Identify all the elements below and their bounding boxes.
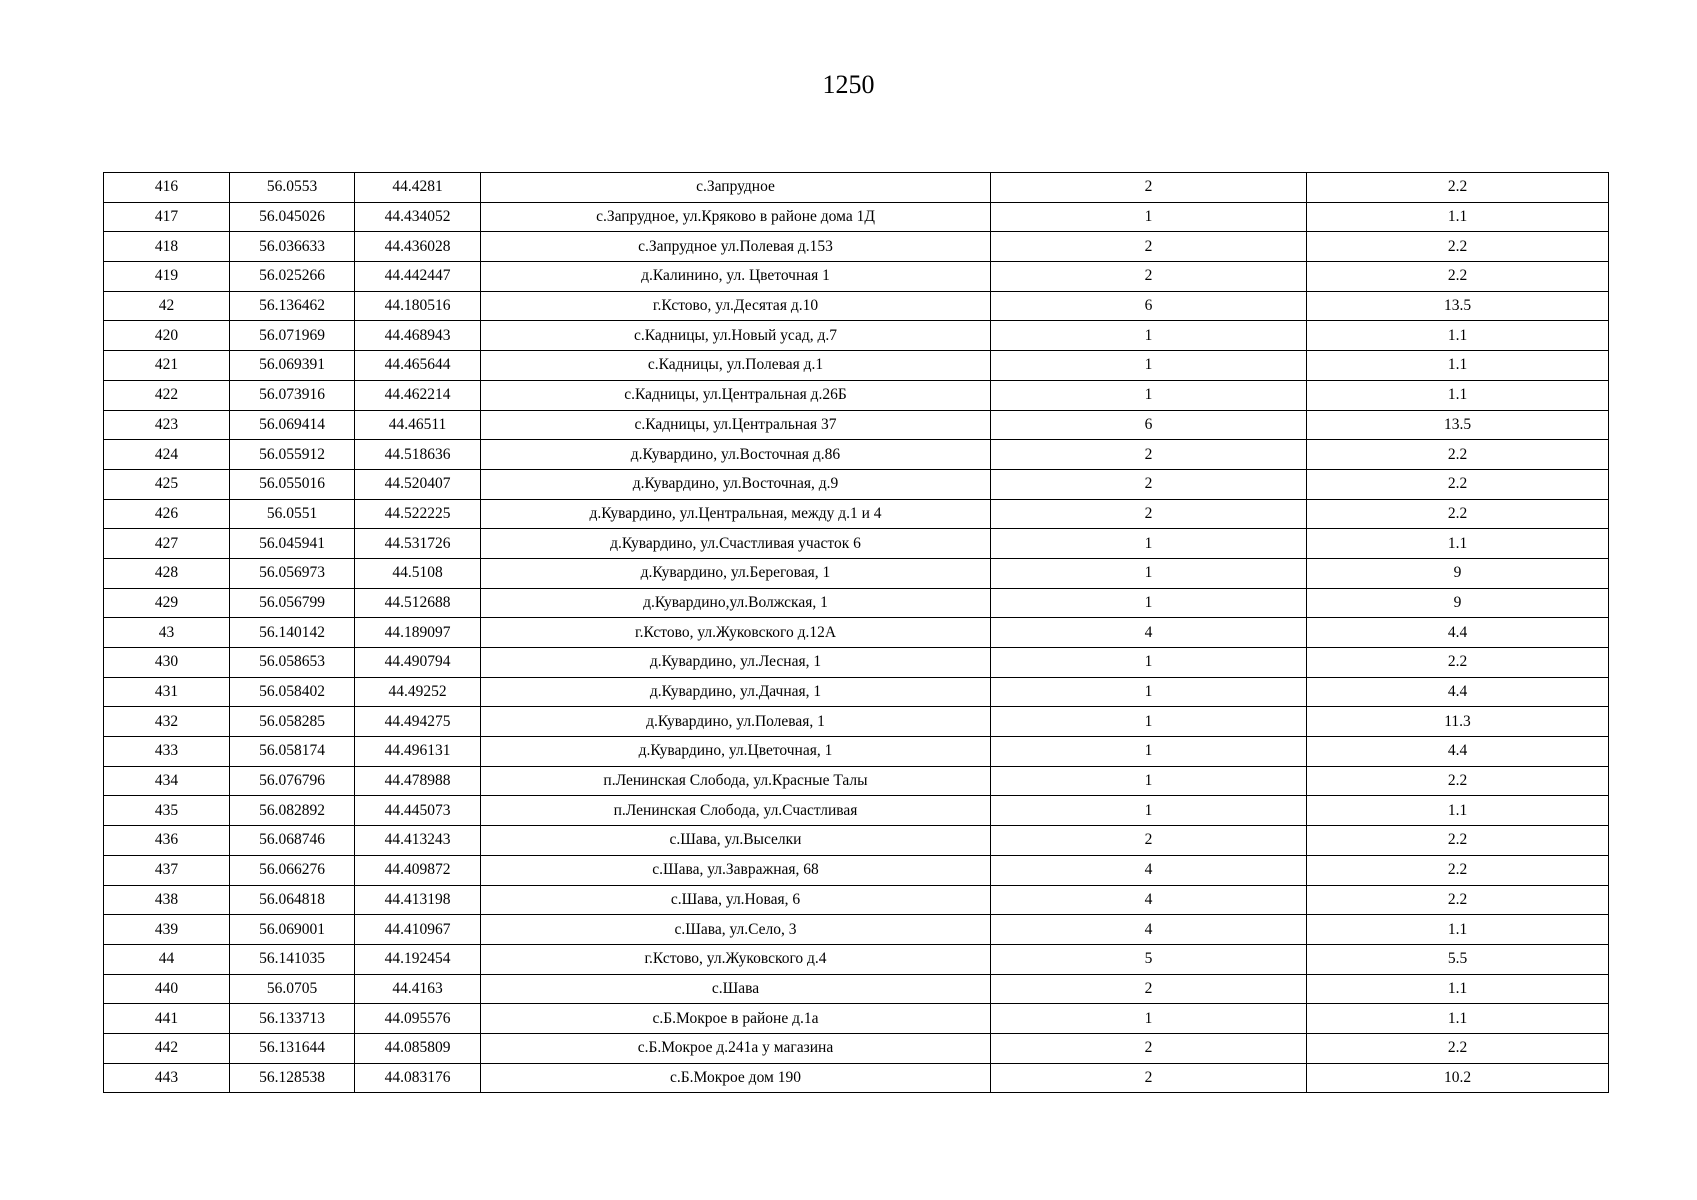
latitude-cell: 56.069391	[230, 351, 355, 381]
row-id-cell: 423	[104, 410, 230, 440]
latitude-cell: 56.058285	[230, 707, 355, 737]
table-row	[104, 410, 1609, 440]
address-cell: с.Кадницы, ул.Новый усад, д.7	[481, 321, 991, 351]
table-row	[104, 618, 1609, 648]
latitude-cell: 56.069001	[230, 915, 355, 945]
latitude-cell: 56.068746	[230, 826, 355, 856]
address-cell: с.Шава	[481, 974, 991, 1004]
row-id-cell: 435	[104, 796, 230, 826]
value-cell: 1.1	[1307, 974, 1609, 1004]
address-cell: д.Кувардино, ул.Полевая, 1	[481, 707, 991, 737]
quantity-cell: 1	[991, 796, 1307, 826]
table-row	[104, 855, 1609, 885]
address-cell: г.Кстово, ул.Жуковского д.12А	[481, 618, 991, 648]
latitude-cell: 56.045941	[230, 529, 355, 559]
latitude-cell: 56.058402	[230, 677, 355, 707]
table-row	[104, 232, 1609, 262]
row-id-cell: 440	[104, 974, 230, 1004]
latitude-cell: 56.055016	[230, 469, 355, 499]
quantity-cell: 1	[991, 707, 1307, 737]
longitude-cell: 44.496131	[355, 737, 481, 767]
row-id-cell: 432	[104, 707, 230, 737]
latitude-cell: 56.0551	[230, 499, 355, 529]
latitude-cell: 56.073916	[230, 380, 355, 410]
longitude-cell: 44.465644	[355, 351, 481, 381]
latitude-cell: 56.133713	[230, 1004, 355, 1034]
row-id-cell: 422	[104, 380, 230, 410]
address-cell: с.Кадницы, ул.Центральная 37	[481, 410, 991, 440]
longitude-cell: 44.512688	[355, 588, 481, 618]
quantity-cell: 1	[991, 321, 1307, 351]
quantity-cell: 6	[991, 291, 1307, 321]
table-row	[104, 440, 1609, 470]
table-body	[104, 173, 1609, 1093]
quantity-cell: 1	[991, 737, 1307, 767]
latitude-cell: 56.045026	[230, 202, 355, 232]
longitude-cell: 44.442447	[355, 262, 481, 292]
quantity-cell: 2	[991, 173, 1307, 203]
table-row	[104, 469, 1609, 499]
row-id-cell: 419	[104, 262, 230, 292]
longitude-cell: 44.478988	[355, 766, 481, 796]
quantity-cell: 1	[991, 380, 1307, 410]
value-cell: 2.2	[1307, 885, 1609, 915]
address-cell: с.Кадницы, ул.Центральная д.26Б	[481, 380, 991, 410]
address-cell: п.Ленинская Слобода, ул.Красные Талы	[481, 766, 991, 796]
value-cell: 1.1	[1307, 1004, 1609, 1034]
value-cell: 2.2	[1307, 766, 1609, 796]
address-cell: г.Кстово, ул.Жуковского д.4	[481, 944, 991, 974]
address-cell: д.Калинино, ул. Цветочная 1	[481, 262, 991, 292]
address-cell: п.Ленинская Слобода, ул.Счастливая	[481, 796, 991, 826]
address-cell: с.Запрудное, ул.Кряково в районе дома 1Д	[481, 202, 991, 232]
value-cell: 1.1	[1307, 915, 1609, 945]
longitude-cell: 44.49252	[355, 677, 481, 707]
table-row	[104, 677, 1609, 707]
latitude-cell: 56.128538	[230, 1063, 355, 1093]
row-id-cell: 427	[104, 529, 230, 559]
value-cell: 2.2	[1307, 469, 1609, 499]
latitude-cell: 56.131644	[230, 1033, 355, 1063]
quantity-cell: 1	[991, 351, 1307, 381]
value-cell: 4.4	[1307, 677, 1609, 707]
longitude-cell: 44.4281	[355, 173, 481, 203]
address-cell: д.Кувардино, ул.Береговая, 1	[481, 558, 991, 588]
longitude-cell: 44.46511	[355, 410, 481, 440]
value-cell: 1.1	[1307, 321, 1609, 351]
table-row	[104, 1004, 1609, 1034]
longitude-cell: 44.494275	[355, 707, 481, 737]
address-cell: с.Шава, ул.Село, 3	[481, 915, 991, 945]
longitude-cell: 44.445073	[355, 796, 481, 826]
row-id-cell: 424	[104, 440, 230, 470]
quantity-cell: 1	[991, 1004, 1307, 1034]
value-cell: 4.4	[1307, 737, 1609, 767]
table-row	[104, 321, 1609, 351]
longitude-cell: 44.462214	[355, 380, 481, 410]
table-row	[104, 796, 1609, 826]
quantity-cell: 1	[991, 529, 1307, 559]
row-id-cell: 43	[104, 618, 230, 648]
value-cell: 10.2	[1307, 1063, 1609, 1093]
quantity-cell: 1	[991, 677, 1307, 707]
longitude-cell: 44.085809	[355, 1033, 481, 1063]
quantity-cell: 1	[991, 558, 1307, 588]
address-cell: с.Б.Мокрое в районе д.1а	[481, 1004, 991, 1034]
quantity-cell: 2	[991, 974, 1307, 1004]
quantity-cell: 2	[991, 262, 1307, 292]
longitude-cell: 44.4163	[355, 974, 481, 1004]
longitude-cell: 44.531726	[355, 529, 481, 559]
table-row	[104, 766, 1609, 796]
table-row	[104, 529, 1609, 559]
value-cell: 2.2	[1307, 262, 1609, 292]
latitude-cell: 56.058174	[230, 737, 355, 767]
longitude-cell: 44.518636	[355, 440, 481, 470]
longitude-cell: 44.410967	[355, 915, 481, 945]
latitude-cell: 56.082892	[230, 796, 355, 826]
quantity-cell: 1	[991, 588, 1307, 618]
quantity-cell: 2	[991, 826, 1307, 856]
value-cell: 13.5	[1307, 291, 1609, 321]
quantity-cell: 6	[991, 410, 1307, 440]
latitude-cell: 56.036633	[230, 232, 355, 262]
row-id-cell: 431	[104, 677, 230, 707]
table-row	[104, 1033, 1609, 1063]
row-id-cell: 420	[104, 321, 230, 351]
value-cell: 1.1	[1307, 796, 1609, 826]
latitude-cell: 56.136462	[230, 291, 355, 321]
longitude-cell: 44.468943	[355, 321, 481, 351]
table-row	[104, 202, 1609, 232]
address-cell: с.Б.Мокрое д.241а у магазина	[481, 1033, 991, 1063]
row-id-cell: 433	[104, 737, 230, 767]
row-id-cell: 436	[104, 826, 230, 856]
address-cell: д.Кувардино, ул.Дачная, 1	[481, 677, 991, 707]
table-row	[104, 648, 1609, 678]
row-id-cell: 434	[104, 766, 230, 796]
quantity-cell: 1	[991, 648, 1307, 678]
longitude-cell: 44.413243	[355, 826, 481, 856]
data-table	[103, 172, 1609, 1093]
table-row	[104, 885, 1609, 915]
table-row	[104, 351, 1609, 381]
row-id-cell: 437	[104, 855, 230, 885]
value-cell: 2.2	[1307, 232, 1609, 262]
address-cell: с.Шава, ул.Завражная, 68	[481, 855, 991, 885]
value-cell: 1.1	[1307, 529, 1609, 559]
row-id-cell: 430	[104, 648, 230, 678]
quantity-cell: 2	[991, 499, 1307, 529]
row-id-cell: 429	[104, 588, 230, 618]
table-row	[104, 737, 1609, 767]
address-cell: с.Запрудное	[481, 173, 991, 203]
row-id-cell: 418	[104, 232, 230, 262]
latitude-cell: 56.055912	[230, 440, 355, 470]
row-id-cell: 417	[104, 202, 230, 232]
value-cell: 2.2	[1307, 648, 1609, 678]
quantity-cell: 5	[991, 944, 1307, 974]
value-cell: 1.1	[1307, 351, 1609, 381]
address-cell: г.Кстово, ул.Десятая д.10	[481, 291, 991, 321]
quantity-cell: 1	[991, 202, 1307, 232]
row-id-cell: 439	[104, 915, 230, 945]
table-row	[104, 380, 1609, 410]
value-cell: 2.2	[1307, 855, 1609, 885]
table-row	[104, 291, 1609, 321]
quantity-cell: 4	[991, 855, 1307, 885]
value-cell: 5.5	[1307, 944, 1609, 974]
address-cell: д.Кувардино, ул.Цветочная, 1	[481, 737, 991, 767]
longitude-cell: 44.180516	[355, 291, 481, 321]
longitude-cell: 44.409872	[355, 855, 481, 885]
row-id-cell: 442	[104, 1033, 230, 1063]
longitude-cell: 44.520407	[355, 469, 481, 499]
table-row	[104, 173, 1609, 203]
latitude-cell: 56.069414	[230, 410, 355, 440]
quantity-cell: 2	[991, 1033, 1307, 1063]
longitude-cell: 44.413198	[355, 885, 481, 915]
table-row	[104, 974, 1609, 1004]
longitude-cell: 44.083176	[355, 1063, 481, 1093]
quantity-cell: 2	[991, 440, 1307, 470]
latitude-cell: 56.025266	[230, 262, 355, 292]
address-cell: с.Б.Мокрое дом 190	[481, 1063, 991, 1093]
value-cell: 2.2	[1307, 499, 1609, 529]
value-cell: 9	[1307, 558, 1609, 588]
latitude-cell: 56.066276	[230, 855, 355, 885]
address-cell: д.Кувардино, ул.Лесная, 1	[481, 648, 991, 678]
address-cell: с.Шава, ул.Новая, 6	[481, 885, 991, 915]
table-row	[104, 558, 1609, 588]
longitude-cell: 44.436028	[355, 232, 481, 262]
latitude-cell: 56.056973	[230, 558, 355, 588]
page-number: 1250	[822, 70, 875, 99]
longitude-cell: 44.095576	[355, 1004, 481, 1034]
value-cell: 9	[1307, 588, 1609, 618]
value-cell: 2.2	[1307, 826, 1609, 856]
row-id-cell: 426	[104, 499, 230, 529]
value-cell: 11.3	[1307, 707, 1609, 737]
address-cell: д.Кувардино, ул.Счастливая участок 6	[481, 529, 991, 559]
latitude-cell: 56.141035	[230, 944, 355, 974]
address-cell: с.Кадницы, ул.Полевая д.1	[481, 351, 991, 381]
table-row	[104, 262, 1609, 292]
row-id-cell: 42	[104, 291, 230, 321]
quantity-cell: 4	[991, 915, 1307, 945]
row-id-cell: 441	[104, 1004, 230, 1034]
value-cell: 13.5	[1307, 410, 1609, 440]
latitude-cell: 56.140142	[230, 618, 355, 648]
address-cell: д.Кувардино, ул.Восточная д.86	[481, 440, 991, 470]
longitude-cell: 44.434052	[355, 202, 481, 232]
latitude-cell: 56.071969	[230, 321, 355, 351]
address-cell: с.Запрудное ул.Полевая д.153	[481, 232, 991, 262]
value-cell: 2.2	[1307, 173, 1609, 203]
latitude-cell: 56.064818	[230, 885, 355, 915]
value-cell: 4.4	[1307, 618, 1609, 648]
longitude-cell: 44.5108	[355, 558, 481, 588]
table-row	[104, 1063, 1609, 1093]
longitude-cell: 44.192454	[355, 944, 481, 974]
table-row	[104, 588, 1609, 618]
row-id-cell: 438	[104, 885, 230, 915]
row-id-cell: 425	[104, 469, 230, 499]
quantity-cell: 2	[991, 1063, 1307, 1093]
address-cell: с.Шава, ул.Выселки	[481, 826, 991, 856]
latitude-cell: 56.058653	[230, 648, 355, 678]
address-cell: д.Кувардино,ул.Волжская, 1	[481, 588, 991, 618]
longitude-cell: 44.522225	[355, 499, 481, 529]
row-id-cell: 428	[104, 558, 230, 588]
value-cell: 1.1	[1307, 380, 1609, 410]
table-row	[104, 915, 1609, 945]
address-cell: д.Кувардино, ул.Восточная, д.9	[481, 469, 991, 499]
table-row	[104, 944, 1609, 974]
value-cell: 1.1	[1307, 202, 1609, 232]
latitude-cell: 56.0705	[230, 974, 355, 1004]
row-id-cell: 443	[104, 1063, 230, 1093]
longitude-cell: 44.490794	[355, 648, 481, 678]
value-cell: 2.2	[1307, 440, 1609, 470]
address-cell: д.Кувардино, ул.Центральная, между д.1 и 4	[481, 499, 991, 529]
row-id-cell: 416	[104, 173, 230, 203]
table-row	[104, 499, 1609, 529]
latitude-cell: 56.056799	[230, 588, 355, 618]
quantity-cell: 1	[991, 766, 1307, 796]
row-id-cell: 421	[104, 351, 230, 381]
latitude-cell: 56.0553	[230, 173, 355, 203]
quantity-cell: 2	[991, 232, 1307, 262]
table-row	[104, 826, 1609, 856]
value-cell: 2.2	[1307, 1033, 1609, 1063]
quantity-cell: 4	[991, 885, 1307, 915]
latitude-cell: 56.076796	[230, 766, 355, 796]
quantity-cell: 2	[991, 469, 1307, 499]
table-row	[104, 707, 1609, 737]
row-id-cell: 44	[104, 944, 230, 974]
quantity-cell: 4	[991, 618, 1307, 648]
longitude-cell: 44.189097	[355, 618, 481, 648]
